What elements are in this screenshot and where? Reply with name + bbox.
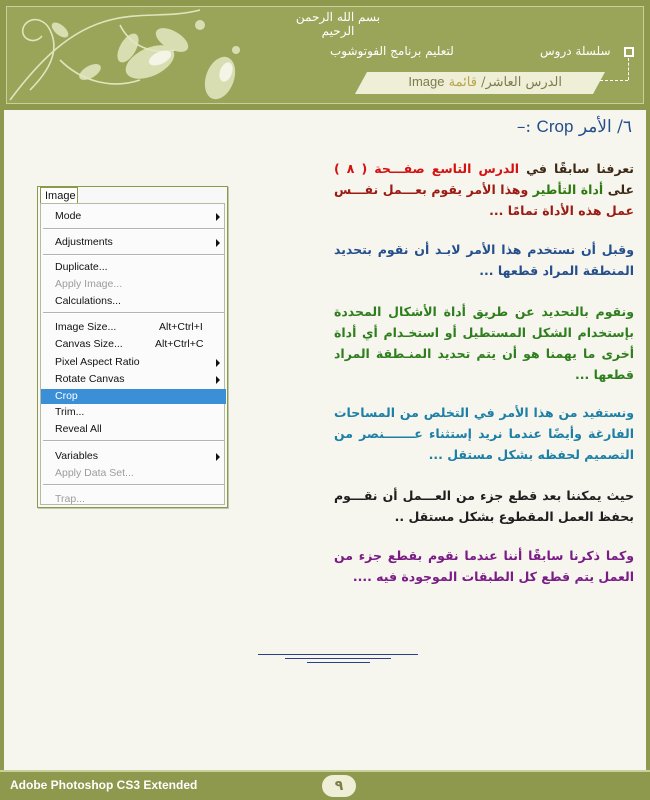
footer-app-name: Adobe Photoshop CS3 Extended xyxy=(10,778,198,792)
menu-item-adjustments[interactable] xyxy=(41,235,226,250)
menu-item-label: Trim... xyxy=(55,406,85,418)
menu-item-trap xyxy=(41,492,226,507)
submenu-arrow-icon xyxy=(216,239,220,247)
menu-item-trim[interactable] xyxy=(41,405,226,420)
menu-item-image-size[interactable] xyxy=(41,320,226,335)
section-en: Crop xyxy=(536,117,574,136)
dotted-connector xyxy=(628,58,629,80)
divider-line xyxy=(307,662,370,663)
menu-item-label: Rotate Canvas xyxy=(55,373,125,385)
lesson-title xyxy=(372,74,562,90)
menu-item-duplicate[interactable] xyxy=(41,260,226,275)
menu-item-label: Reveal All xyxy=(55,423,102,435)
menu-item-mode[interactable] xyxy=(41,209,226,224)
menu-item-label: Pixel Aspect Ratio xyxy=(55,356,140,368)
paragraph-4: ونستفيد من هذا الأمر في التخلص من المساحات الفارغة وأيضًا عندما نريد إستثناء عـــــــنصر من التصميم لحفظه بشكل مستقل ... xyxy=(334,405,634,462)
menu-item-rotate-canvas[interactable] xyxy=(41,372,226,387)
image-menu-title[interactable]: Image xyxy=(40,187,78,204)
menu-item-label: Apply Image... xyxy=(55,278,123,290)
page-number: ٩ xyxy=(322,775,356,797)
menu-item-label: Crop xyxy=(55,390,78,402)
section-ar: الأمر xyxy=(578,117,612,137)
submenu-arrow-icon xyxy=(216,453,220,461)
header-banner xyxy=(0,0,650,110)
menu-separator xyxy=(43,440,224,442)
submenu-arrow-icon xyxy=(216,359,220,367)
dotted-connector-h xyxy=(600,80,628,81)
menu-item-variables[interactable] xyxy=(41,449,226,464)
menu-separator xyxy=(43,312,224,314)
menu-item-label: Variables xyxy=(55,450,98,462)
paragraph-2: وقبل أن نستخدم هذا الأمر لابـد أن نقوم بتحديد المنطقة المراد قطعها ... xyxy=(334,242,634,278)
series-box-icon xyxy=(624,47,634,57)
menu-item-label: Image Size... xyxy=(55,321,117,333)
series-label: سلسلة دروس xyxy=(540,44,611,58)
p1-tool: أداة التأطير xyxy=(532,182,604,197)
menu-item-calculations[interactable] xyxy=(41,294,226,309)
menu-item-apply-data-set xyxy=(41,466,226,481)
shortcut: Alt+Ctrl+I xyxy=(159,321,203,333)
menu-item-label: Mode xyxy=(55,210,82,222)
menu-item-label: Adjustments xyxy=(55,236,113,248)
floral-ornament-icon xyxy=(0,0,260,110)
lesson-name-ar: قائمة xyxy=(448,75,477,90)
right-border xyxy=(646,110,650,770)
menu-item-label: Duplicate... xyxy=(55,261,108,273)
submenu-arrow-icon xyxy=(216,376,220,384)
menu-item-crop[interactable] xyxy=(41,389,226,404)
menu-item-label: Apply Data Set... xyxy=(55,467,134,479)
paragraph-6: وكما ذكرنا سابقًا أننا عندما نقوم بقطع جزء من العمل يتم قطع كل الطبقات الموجودة فيه .... xyxy=(334,548,634,584)
menu-separator xyxy=(43,228,224,230)
menu-item-label: Canvas Size... xyxy=(55,338,123,350)
paragraph-5: حيث يمكننا بعد قطع جزء من العـــمل أن نقـــوم بحفظ العمل المقطوع بشكل مستقل .. xyxy=(334,488,634,524)
left-border xyxy=(0,110,4,770)
series-topic: لتعليم برنامج الفوتوشوب xyxy=(330,44,454,58)
menu-item-label: Trap... xyxy=(55,493,85,505)
paragraph-1 xyxy=(334,158,634,221)
p1-intro: تعرفنا سابقًا في xyxy=(526,161,634,176)
menu-item-apply-image xyxy=(41,277,226,292)
p1-rest: وهذا الأمر يقوم بعـــمل نفـــس عمل هذه الأداة تمامًا ... xyxy=(334,182,634,218)
menu-item-canvas-size[interactable] xyxy=(41,337,226,352)
menu-item-label: Calculations... xyxy=(55,295,121,307)
menu-item-pixel-aspect-ratio[interactable] xyxy=(41,355,226,370)
p1-reference: الدرس التاسع صفـــحة ( ٨ ) xyxy=(334,161,520,176)
basmala: بسم الله الرحمن الرحيم xyxy=(295,10,381,38)
lesson-name-en: Image xyxy=(408,74,445,89)
section-suffix: :– xyxy=(516,117,532,137)
section-heading xyxy=(517,117,632,137)
menu-separator xyxy=(43,254,224,256)
section-number: ٦/ xyxy=(617,117,632,137)
paragraph-3: ونقوم بالتحديد عن طريق أداة الأشكال المحددة بإستخدام الشكل المستطيل أو استخـدام أي أداة أخرى ما يهمنا هو أن يتم تحديد المنـطقة المراد قطعها ... xyxy=(334,304,634,382)
menu-item-reveal-all[interactable] xyxy=(41,422,226,437)
menu-separator xyxy=(43,484,224,486)
divider-line xyxy=(285,658,391,659)
image-menu-list xyxy=(40,203,225,505)
divider-line xyxy=(258,654,418,655)
shortcut: Alt+Ctrl+C xyxy=(155,338,204,350)
footer-bar xyxy=(0,770,650,800)
p1-on: على xyxy=(607,182,634,197)
image-menu xyxy=(37,186,228,508)
lesson-label: الدرس العاشر/ xyxy=(481,75,562,90)
submenu-arrow-icon xyxy=(216,213,220,221)
